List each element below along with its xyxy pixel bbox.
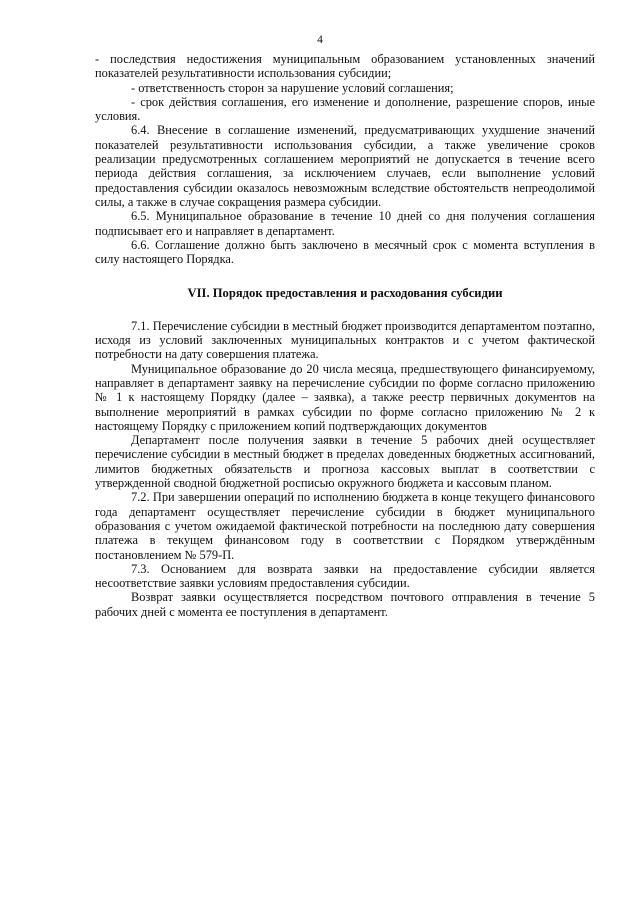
page-number: 4 xyxy=(317,34,323,46)
paragraph: 7.1. Перечисление субсидии в местный бюджет производится департаментом поэтапно, исходя из условий заключенных муниципальных контрактов и с учетом фактической потребности на дату совершения платежа. xyxy=(95,318,595,362)
paragraph: 7.3. Основанием для возврата заявки на предоставление субсидии является несоответствие заявки условиям предоставления субсидии. xyxy=(95,561,595,591)
paragraph: Возврат заявки осуществляется посредством почтового отправления в течение 5 рабочих дней с момента ее поступления в департамент. xyxy=(95,590,595,619)
paragraph: - последствия недостижения муниципальным образованием установленных значений показателей результативности использования субсидии; xyxy=(95,52,595,81)
section-heading: VII. Порядок предоставления и расходования субсидии xyxy=(187,286,503,301)
paragraph: Муниципальное образование до 20 числа месяца, предшествующего финансируемому, направляет в департамент заявку на перечисление субсидии по форме согласно приложению № 1 к настоящему Порядку (далее – заявка), а также реестр первичных документов на выполнение мероприятий в рамках субсидии по форме согласно приложению № 2 к настоящему Порядку с приложением копий подтверждающих документов xyxy=(95,361,595,433)
paragraph: Департамент после получения заявки в течение 5 рабочих дней осуществляет перечисление субсидии в местный бюджет в пределах доведенных бюджетных ассигнований, лимитов бюджетных обязательств и прогноза кассовых выплат в соответствии с утвержденной сводной бюджетной росписью окружного бюджета и кассовым планом. xyxy=(95,433,595,491)
paragraph: 6.6. Соглашение должно быть заключено в месячный срок с момента вступления в силу настоящего Порядка. xyxy=(95,237,595,267)
paragraph: 6.4. Внесение в соглашение изменений, предусматривающих ухудшение значений показателей результативности использования субсидии, а также увеличение сроков реализации предусмотренных соглашением мероприятий не допускается в течение всего периода действия соглашения, за исключением случаев, если выполнение условий предоставления субсидии оказалось невозможным вследствие обстоятельств непреодолимой силы, а также в случае сокращения размера субсидии. xyxy=(95,123,595,209)
paragraph: 7.2. При завершении операций по исполнению бюджета в конце текущего финансового года департамент осуществляет перечисление субсидии в бюджет муниципального образования с учетом ожидаемой фактической потребности на последнюю дату совершения платежа в текущем финансовом году в соответствии с Порядком утверждённым постановлением № 579-П. xyxy=(95,490,595,562)
paragraph: - ответственность сторон за нарушение условий соглашения; xyxy=(131,80,454,95)
document-body xyxy=(95,52,595,619)
paragraph: 6.5. Муниципальное образование в течение 10 дней со дня получения соглашения подписывает его и направляет в департамент. xyxy=(95,209,595,238)
paragraph: - срок действия соглашения, его изменение и дополнение, разрешение споров, иные условия. xyxy=(95,94,595,124)
